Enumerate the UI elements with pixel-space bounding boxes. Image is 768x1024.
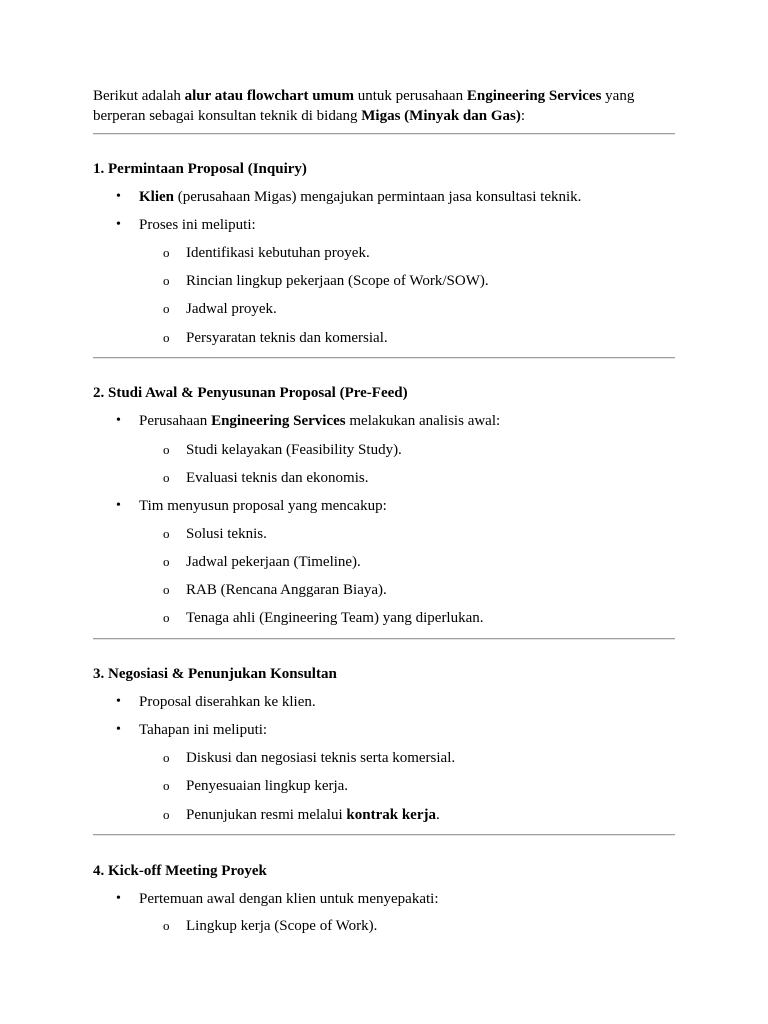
- bold-text: kontrak kerja: [346, 807, 436, 823]
- bullet-text: Proposal diserahkan ke klien.: [139, 694, 316, 710]
- intro-bold-flowchart: alur atau flowchart umum: [184, 88, 354, 104]
- intro-bold-engineering-services: Engineering Services: [466, 88, 602, 104]
- circle-bullet-icon: o: [163, 442, 170, 457]
- bullet-icon: •: [116, 413, 121, 428]
- sub-bullet-text: Lingkup kerja (Scope of Work).: [186, 918, 378, 934]
- bullet-text: Proses ini meliputi:: [139, 217, 256, 233]
- sub-bullet-text: [186, 805, 440, 825]
- plain-text: Penunjukan resmi melalui: [186, 807, 347, 823]
- intro-text: untuk perusahaan: [353, 88, 467, 104]
- circle-bullet-icon: o: [163, 330, 170, 345]
- circle-bullet-icon: o: [163, 750, 170, 765]
- intro-paragraph: [93, 86, 678, 126]
- bullet-text: [139, 187, 581, 207]
- section-2-heading: 2. Studi Awal & Penyusunan Proposal (Pre-Feed): [93, 385, 408, 401]
- sub-bullet-text: Studi kelayakan (Feasibility Study).: [186, 442, 402, 458]
- sub-bullet-text: Diskusi dan negosiasi teknis serta komersial.: [186, 750, 456, 766]
- intro-text: :: [520, 108, 526, 124]
- intro-bold-migas: Migas (Minyak dan Gas): [361, 108, 521, 124]
- circle-bullet-icon: o: [163, 526, 170, 541]
- circle-bullet-icon: o: [163, 470, 170, 485]
- bullet-text: Pertemuan awal dengan klien untuk menyepakati:: [139, 891, 439, 907]
- horizontal-rule: [93, 638, 675, 640]
- bullet-icon: •: [116, 891, 121, 906]
- circle-bullet-icon: o: [163, 554, 170, 569]
- bullet-icon: •: [116, 217, 121, 232]
- circle-bullet-icon: o: [163, 610, 170, 625]
- horizontal-rule: [93, 133, 675, 135]
- bold-text: Engineering Services: [211, 413, 346, 429]
- sub-bullet-text: Jadwal pekerjaan (Timeline).: [186, 554, 361, 570]
- circle-bullet-icon: o: [163, 273, 170, 288]
- intro-text: yang berperan sebagai konsultan teknik di bidang: [93, 88, 635, 124]
- sub-bullet-text: Penyesuaian lingkup kerja.: [186, 778, 349, 794]
- circle-bullet-icon: o: [163, 582, 170, 597]
- circle-bullet-icon: o: [163, 245, 170, 260]
- sub-bullet-text: Solusi teknis.: [186, 526, 267, 542]
- sub-bullet-text: Identifikasi kebutuhan proyek.: [186, 245, 370, 261]
- bullet-icon: •: [116, 722, 121, 737]
- plain-text: .: [435, 807, 440, 823]
- bullet-text: [139, 411, 500, 431]
- circle-bullet-icon: o: [163, 807, 170, 822]
- intro-text: Berikut adalah: [93, 88, 185, 104]
- sub-bullet-text: Tenaga ahli (Engineering Team) yang diperlukan.: [186, 610, 484, 626]
- sub-bullet-text: RAB (Rencana Anggaran Biaya).: [186, 582, 387, 598]
- section-4-heading: 4. Kick-off Meeting Proyek: [93, 863, 267, 879]
- plain-text: Perusahaan: [139, 413, 212, 429]
- section-1-heading: 1. Permintaan Proposal (Inquiry): [93, 161, 307, 177]
- bullet-icon: •: [116, 498, 121, 513]
- bullet-icon: •: [116, 694, 121, 709]
- plain-text: (perusahaan Migas) mengajukan permintaan jasa konsultasi teknik.: [174, 189, 582, 205]
- circle-bullet-icon: o: [163, 778, 170, 793]
- sub-bullet-text: Evaluasi teknis dan ekonomis.: [186, 470, 369, 486]
- sub-bullet-text: Rincian lingkup pekerjaan (Scope of Work/SOW).: [186, 273, 489, 289]
- horizontal-rule: [93, 357, 675, 359]
- bullet-text: Tahapan ini meliputi:: [139, 722, 268, 738]
- circle-bullet-icon: o: [163, 301, 170, 316]
- sub-bullet-text: Persyaratan teknis dan komersial.: [186, 330, 388, 346]
- bullet-text: Tim menyusun proposal yang mencakup:: [139, 498, 387, 514]
- plain-text: melakukan analisis awal:: [345, 413, 501, 429]
- sub-bullet-text: Jadwal proyek.: [186, 301, 277, 317]
- bold-text: Klien: [139, 189, 175, 205]
- bullet-icon: •: [116, 189, 121, 204]
- circle-bullet-icon: o: [163, 918, 170, 933]
- horizontal-rule: [93, 834, 675, 836]
- section-3-heading: 3. Negosiasi & Penunjukan Konsultan: [93, 666, 337, 682]
